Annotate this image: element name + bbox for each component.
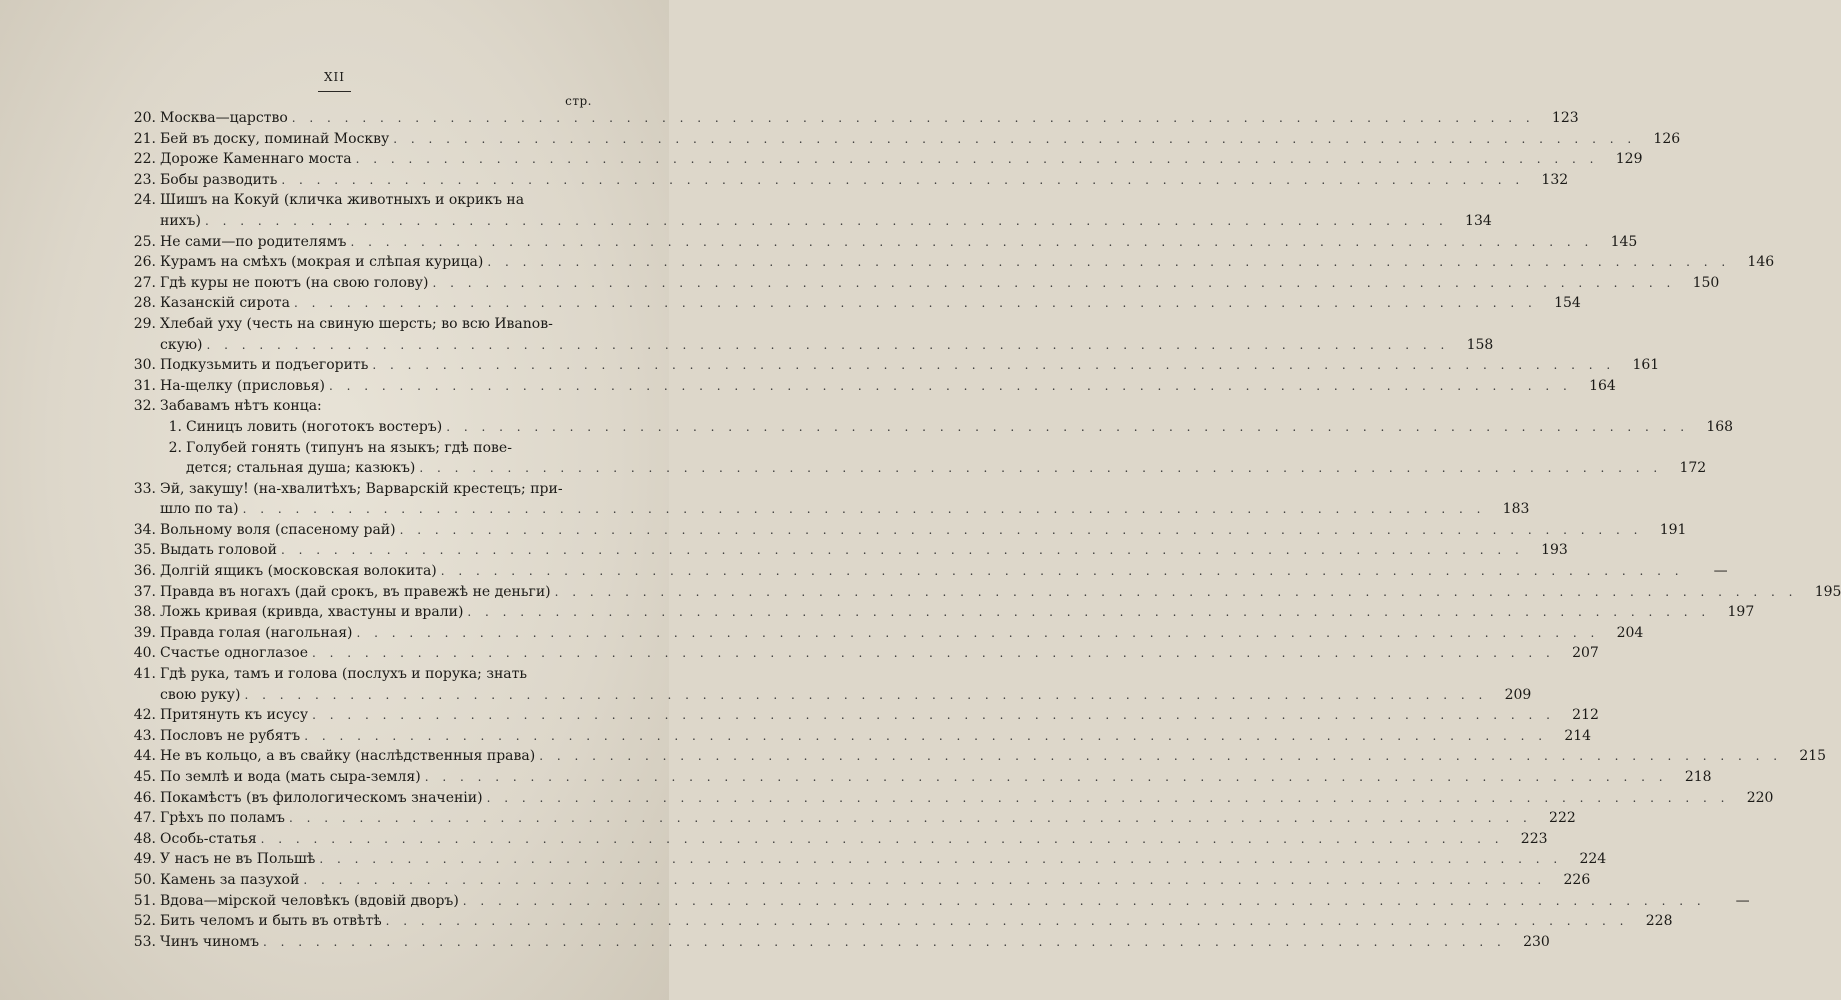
entry-number: 53.	[133, 933, 156, 950]
entry-title: Вдова—мірской человѣкъ (вдовій дворъ)	[160, 892, 459, 909]
entry-title: Забавамъ нѣтъ конца:	[160, 398, 322, 415]
toc-entry	[130, 870, 1591, 891]
entry-title: Гдѣ куры не поютъ (на свою голову)	[160, 274, 429, 291]
leader-dots	[202, 335, 1449, 356]
leader-dots	[300, 726, 1547, 747]
entry-title: Хлебай уху (честь на свиную шерсть; во всю Ивanов-	[160, 315, 553, 332]
entry-number: 48.	[133, 830, 156, 847]
page-number-roman: XII	[318, 70, 351, 92]
toc-entry	[130, 149, 1643, 170]
entry-number: 24.	[133, 192, 156, 209]
entry-title: Чинъ чиномъ	[160, 933, 259, 950]
entry-title: Не въ кольцо, а въ свайку (наслѣдственныя права)	[160, 748, 536, 765]
toc-entry	[130, 911, 1673, 932]
toc-entry	[130, 726, 1592, 747]
toc-entry	[130, 602, 1755, 623]
toc-entry	[130, 232, 1638, 253]
toc-entry	[130, 376, 1616, 397]
entry-page: 209	[1504, 686, 1532, 703]
leader-dots	[259, 932, 1506, 953]
leader-dots	[201, 211, 1448, 232]
entry-title: Москва—царство	[160, 110, 288, 126]
toc-entry-continuation	[130, 499, 1530, 520]
entry-title: Притянуть къ исусу	[160, 707, 309, 724]
entry-number: 46.	[133, 789, 156, 806]
entry-number: 44.	[133, 748, 156, 765]
entry-page: 215	[1799, 748, 1827, 765]
table-of-contents	[130, 108, 1841, 952]
leader-dots	[483, 252, 1730, 273]
entry-page: 183	[1502, 501, 1530, 518]
entry-number: 30.	[133, 357, 156, 374]
entry-page: 172	[1679, 460, 1707, 477]
entry-page: 228	[1645, 913, 1673, 930]
entry-number: 42.	[133, 707, 156, 724]
entry-page: 150	[1692, 274, 1720, 291]
entry-title: У насъ не въ Польшѣ	[160, 851, 316, 868]
toc-entry	[130, 891, 1750, 912]
toc-entry	[130, 293, 1581, 314]
entry-title: Выдать головой	[160, 542, 277, 559]
entry-title: Гдѣ рука, тамъ и голова (послухъ и порука; знать	[160, 666, 527, 683]
leader-dots	[299, 870, 1546, 891]
toc-entry	[130, 479, 592, 500]
entry-title: Грѣхъ по поламъ	[160, 810, 285, 827]
entry-page: 168	[1706, 418, 1734, 435]
toc-entry-continuation	[130, 685, 1532, 706]
entry-number: 45.	[133, 769, 156, 785]
entry-title: Подкузьмить и подъегорить	[160, 357, 369, 374]
entry-number: 21.	[133, 130, 156, 147]
entry-page: 207	[1572, 645, 1599, 662]
entry-title: Вольному воля (спасеному рай)	[160, 521, 396, 538]
entry-title-continuation: шло по та)	[160, 501, 239, 518]
leader-dots	[315, 849, 1562, 870]
entry-title: Особь-статья	[160, 830, 257, 847]
leader-dots	[239, 499, 1486, 520]
entry-number: 28.	[133, 295, 156, 312]
toc-entry	[130, 540, 1568, 561]
leader-dots	[483, 788, 1730, 809]
leader-dots	[346, 232, 1593, 253]
entry-number: 26.	[133, 254, 156, 271]
entry-page: 161	[1632, 357, 1660, 374]
entry-page: 197	[1727, 604, 1755, 621]
entry-title-continuation: скую)	[160, 336, 203, 353]
leader-dots	[429, 273, 1676, 294]
entry-page: 154	[1554, 295, 1581, 312]
entry-number: 2.	[168, 439, 182, 456]
leader-dots	[288, 108, 1535, 129]
leader-dots	[463, 602, 1710, 623]
leader-dots	[442, 417, 1689, 438]
entry-number: 47.	[133, 810, 156, 827]
entry-number: 50.	[133, 871, 156, 888]
entry-title: Бей въ доску, поминай Москву	[160, 130, 390, 147]
leader-dots	[421, 767, 1668, 788]
toc-entry	[130, 355, 1660, 376]
entry-page: 132	[1541, 171, 1569, 188]
entry-title: Правда въ ногахъ (дай срокъ, въ правежѣ не деньги)	[160, 583, 551, 600]
entry-number: 38.	[133, 604, 156, 621]
entry-page: 230	[1523, 933, 1550, 950]
entry-page: 223	[1520, 830, 1548, 847]
entry-title-continuation: свою руку)	[160, 686, 241, 703]
leader-dots	[240, 685, 1487, 706]
toc-entry	[130, 396, 592, 417]
toc-entry	[130, 829, 1548, 850]
entry-title: Покамѣстъ (въ филологическомъ значеніи)	[160, 789, 483, 806]
toc-entry-continuation	[130, 458, 1707, 479]
entry-title: Курамъ на смѣхъ (мокрая и слѣпая курица)	[160, 254, 484, 271]
leader-dots	[308, 643, 1555, 664]
toc-entry	[130, 170, 1569, 191]
toc-entry	[130, 705, 1599, 726]
page-header	[0, 66, 669, 92]
entry-page: 214	[1564, 727, 1592, 744]
entry-number: 39.	[133, 624, 156, 641]
entry-page: 218	[1684, 769, 1712, 785]
entry-page: —	[1713, 563, 1728, 580]
entry-title: Ложь кривая (кривда, хвастуны и врали)	[160, 604, 464, 621]
entry-page: 220	[1746, 789, 1774, 806]
toc-entry	[130, 623, 1644, 644]
entry-title: Бить челомъ и быть въ отвѣтѣ	[160, 913, 382, 930]
toc-entry	[130, 129, 1681, 150]
entry-number: 49.	[133, 851, 156, 868]
entry-title: Камень за пазухой	[160, 871, 300, 888]
entry-number: 33.	[133, 480, 156, 497]
toc-entry	[130, 520, 1687, 541]
entry-number: 40.	[133, 645, 156, 662]
entry-number: 31.	[133, 377, 156, 394]
entry-title: Правда голая (нагольная)	[160, 624, 353, 641]
toc-entry	[130, 849, 1607, 870]
entry-page: 158	[1466, 336, 1494, 353]
entry-page: 146	[1747, 254, 1775, 271]
entry-page: 222	[1549, 810, 1576, 827]
toc-entry	[130, 108, 1579, 129]
entry-page: 212	[1572, 707, 1599, 724]
leader-dots	[257, 829, 1504, 850]
entry-number: 35.	[133, 542, 156, 559]
leader-dots	[382, 911, 1629, 932]
entry-page: 129	[1615, 151, 1643, 168]
leader-dots	[352, 149, 1599, 170]
entry-page: 134	[1465, 212, 1492, 229]
leader-dots	[551, 582, 1798, 603]
entry-title: Пословъ не рубятъ	[160, 727, 301, 744]
leader-dots	[285, 808, 1532, 829]
entry-page: 191	[1659, 521, 1687, 538]
entry-number: 27.	[133, 274, 156, 291]
entry-title-continuation: дется; стальная душа; казюкъ)	[186, 460, 416, 477]
toc-entry	[130, 582, 1841, 603]
entry-page: —	[1735, 892, 1750, 909]
entry-number: 37.	[133, 583, 156, 600]
leader-dots	[415, 458, 1662, 479]
toc-entry	[130, 190, 592, 211]
toc-entry	[130, 252, 1775, 273]
entry-number: 20.	[133, 110, 156, 126]
entry-title: Бобы разводить	[160, 171, 278, 188]
entry-title: Эй, закушу! (на-хвалитѣхъ; Варварскій крестецъ; при-	[160, 480, 563, 497]
entry-number: 43.	[133, 727, 156, 744]
toc-entry	[130, 273, 1720, 294]
entry-number: 51.	[133, 892, 156, 909]
entry-number: 41.	[133, 666, 156, 683]
leader-dots	[535, 746, 1782, 767]
entry-title: Казанскій сирота	[160, 295, 290, 312]
leader-dots	[277, 540, 1524, 561]
toc-entry	[130, 664, 592, 685]
entry-number: 36.	[133, 563, 156, 580]
entry-page: 193	[1541, 542, 1568, 559]
leader-dots	[290, 293, 1537, 314]
leader-dots	[353, 623, 1600, 644]
toc-entry	[130, 788, 1774, 809]
entry-page: 123	[1551, 110, 1579, 126]
entry-page: 226	[1563, 871, 1591, 888]
entry-title: Синицъ ловить (ноготокъ востеръ)	[186, 418, 443, 435]
leader-dots	[277, 170, 1524, 191]
entry-title: Шишъ на Кокуй (кличка животныхъ и окрикъ на	[160, 192, 525, 209]
toc-entry	[130, 932, 1550, 953]
toc-entry-continuation	[130, 211, 1492, 232]
entry-number: 52.	[133, 913, 156, 930]
entry-page: 164	[1589, 377, 1616, 394]
entry-title: На-щелку (присловья)	[160, 377, 325, 394]
entry-page: 224	[1579, 851, 1607, 868]
page-column-label: стр.	[565, 94, 592, 108]
entry-number: 22.	[133, 151, 156, 168]
entry-title: Не сами—по родителямъ	[160, 233, 347, 250]
entry-number: 34.	[133, 521, 156, 538]
toc-entry	[130, 438, 592, 459]
toc-entry	[130, 417, 1734, 438]
leader-dots	[389, 129, 1636, 150]
entry-title: Счастье одноглазое	[160, 645, 308, 662]
entry-title: По землѣ и вода (мать сыра-земля)	[160, 769, 421, 785]
entry-number: 23.	[133, 171, 156, 188]
entry-title-continuation: нихъ)	[160, 212, 201, 229]
entry-page: 126	[1653, 130, 1681, 147]
entry-page: 204	[1616, 624, 1644, 641]
entry-title: Голубей гонять (типунъ на языкъ; гдѣ пове-	[186, 439, 512, 456]
entry-title: Дороже Каменнаго моста	[160, 151, 352, 168]
leader-dots	[308, 705, 1555, 726]
toc-entry	[130, 643, 1599, 664]
leader-dots	[459, 891, 1706, 912]
leader-dots	[325, 376, 1572, 397]
leader-dots	[368, 355, 1615, 376]
toc-entry	[130, 746, 1827, 767]
entry-number: 29.	[133, 315, 156, 332]
entry-title: Долгій ящикъ (московская волокита)	[160, 563, 437, 580]
leader-dots	[437, 561, 1684, 582]
entry-number: 32.	[133, 398, 156, 415]
entry-number: 1.	[168, 418, 182, 435]
toc-entry	[130, 808, 1576, 829]
toc-entry	[130, 314, 592, 335]
entry-page: 195	[1814, 583, 1841, 600]
leader-dots	[396, 520, 1643, 541]
entry-number: 25.	[133, 233, 156, 250]
toc-entry	[130, 561, 1728, 582]
entry-page: 145	[1610, 233, 1638, 250]
toc-entry	[130, 767, 1712, 788]
toc-entry-continuation	[130, 335, 1494, 356]
